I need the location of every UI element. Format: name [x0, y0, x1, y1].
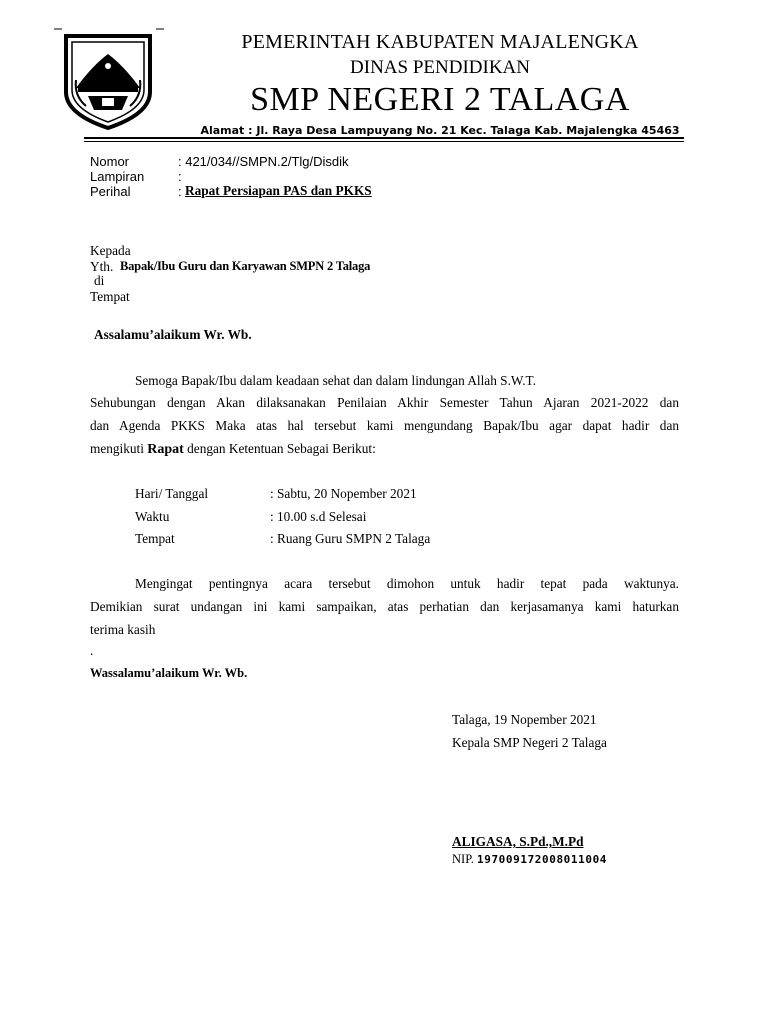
body-line-4-bold: Rapat	[147, 442, 184, 457]
body-line-2: Sehubungan dengan Akan dilaksanakan Penilaian Akhir Semester Tahun Ajaran 2021-2022 dan	[90, 395, 679, 410]
nomor-value: : 421/034//SMPN.2/Tlg/Disdik	[178, 154, 349, 169]
kepada-label: Kepada	[90, 243, 131, 258]
tempat-label: Tempat	[90, 289, 130, 304]
perihal-colon: :	[178, 184, 182, 199]
body-line-4-post: dengan Ketentuan Sebagai Berikut:	[187, 441, 376, 456]
closing-greeting: Wassalamu’alaikum Wr. Wb.	[90, 666, 248, 680]
opening-greeting: Assalamu’alaikum Wr. Wb.	[94, 327, 252, 342]
school-address: Alamat : Jl. Raya Desa Lampuyang No. 21 Kec. Talaga Kab. Majalengka 45463	[200, 124, 680, 137]
lampiran-value: :	[178, 169, 182, 184]
signature-place-date: Talaga, 19 Nopember 2021	[452, 712, 597, 727]
detail-value-time: : 10.00 s.d Selesai	[270, 509, 367, 524]
letterhead-rule-thin	[84, 141, 684, 142]
detail-label-date: Hari/ Tanggal	[135, 486, 209, 501]
closing-line-3: terima kasih	[90, 622, 156, 637]
nomor-label: Nomor	[90, 154, 130, 169]
closing-line-1: Mengingat pentingnya acara tersebut dimohon untuk hadir tepat pada waktunya.	[135, 576, 679, 591]
district-logo	[52, 26, 164, 132]
department-line: DINAS PENDIDIKAN	[350, 57, 530, 78]
detail-value-date: : Sabtu, 20 Nopember 2021	[270, 486, 417, 501]
school-name: SMP NEGERI 2 TALAGA	[250, 81, 630, 118]
di-label: di	[94, 273, 105, 288]
closing-dot: .	[90, 643, 94, 658]
government-line: PEMERINTAH KABUPATEN MAJALENGKA	[241, 31, 639, 53]
yth-label: Yth.	[90, 259, 114, 274]
body-paragraph-1: Semoga Bapak/Ibu dalam keadaan sehat dan dalam lindungan Allah S.W.T.	[135, 373, 537, 388]
letterhead-rule-thick	[84, 137, 684, 139]
detail-label-place: Tempat	[135, 531, 175, 546]
nip-number: 197009172008011004	[477, 853, 608, 866]
detail-label-time: Waktu	[135, 509, 170, 524]
perihal-label: Perihal	[90, 184, 131, 199]
body-line-4-pre: mengikuti	[90, 441, 144, 456]
signature-name: ALIGASA, S.Pd.,M.Pd	[452, 834, 584, 849]
signature-position: Kepala SMP Negeri 2 Talaga	[452, 735, 607, 750]
perihal-value: Rapat Persiapan PAS dan PKKS	[185, 183, 372, 198]
lampiran-label: Lampiran	[90, 169, 145, 184]
body-line-3: dan Agenda PKKS Maka atas hal tersebut kami mengundang Bapak/Ibu agar dapat hadir dan	[90, 418, 679, 433]
signature-nip	[452, 852, 607, 867]
nip-label: NIP.	[452, 852, 474, 866]
closing-line-2: Demikian surat undangan ini kami sampaikan, atas perhatian dan kerjasamanya kami haturkan	[90, 599, 679, 614]
recipient-name: Bapak/Ibu Guru dan Karyawan SMPN 2 Talaga	[120, 259, 371, 273]
detail-value-place: : Ruang Guru SMPN 2 Talaga	[270, 531, 431, 546]
body-line-4	[90, 441, 376, 458]
